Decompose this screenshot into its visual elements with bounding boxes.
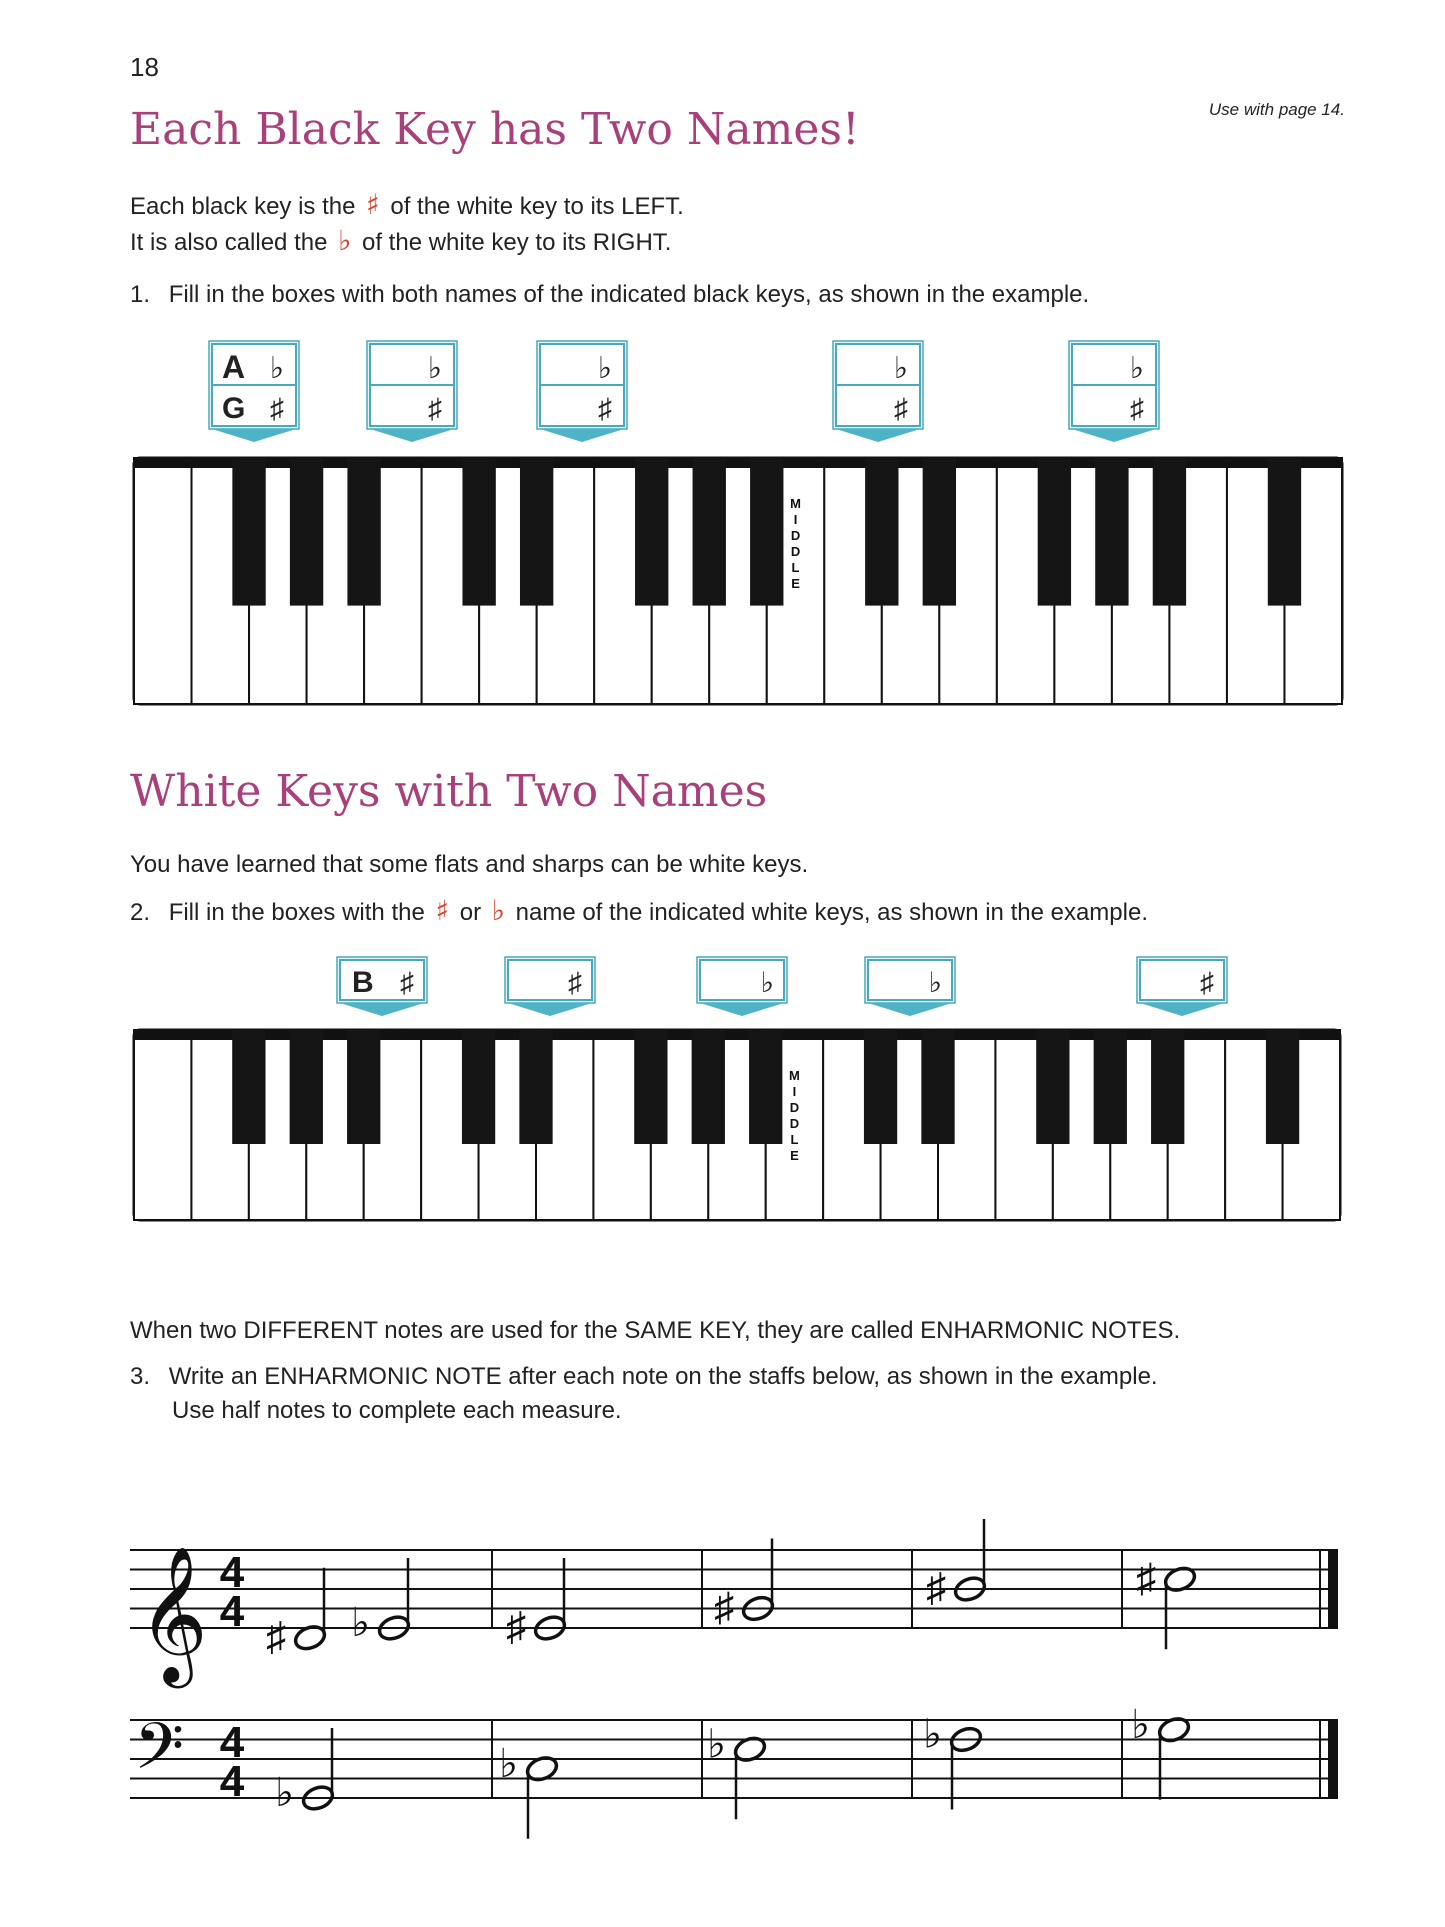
instruction-1 — [130, 278, 1089, 312]
keyboard-exercise-2 — [0, 950, 1445, 1280]
half-note — [714, 1539, 776, 1630]
kb2-black-key — [290, 1030, 323, 1144]
kb1-black-key — [347, 458, 380, 606]
kb1-black-key — [750, 458, 783, 606]
flat-icon: ♭ — [1131, 1702, 1150, 1747]
answer-box-double — [833, 341, 923, 442]
instruction-3-number: 3. — [130, 1363, 151, 1390]
sharp-icon: ♯ — [366, 188, 380, 221]
arrow-down-icon — [340, 1003, 424, 1016]
kb1-black-key — [232, 458, 265, 606]
section1-line2-after: of the white key to its RIGHT. — [362, 229, 672, 256]
kb2-black-key — [749, 1030, 782, 1144]
kb1-black-key — [1153, 458, 1186, 606]
kb1-black-key — [635, 458, 668, 606]
answer-letter: B — [352, 966, 374, 999]
kb1-middle-label-letter: D — [790, 544, 801, 559]
sharp-icon: ♯ — [1130, 393, 1144, 424]
kb1-black-key — [923, 458, 956, 606]
sharp-icon: ♯ — [506, 1605, 526, 1649]
flat-icon: ♭ — [499, 1741, 518, 1786]
half-note — [1131, 1703, 1192, 1800]
arrow-down-icon — [540, 429, 624, 442]
half-note — [926, 1519, 988, 1610]
sharp-icon: ♯ — [266, 1614, 286, 1659]
sharp-icon: ♯ — [894, 393, 908, 424]
instruction-3-line2: Use half notes to complete each measure. — [172, 1397, 622, 1424]
instruction-2-number: 2. — [130, 899, 151, 926]
half-note — [351, 1558, 412, 1645]
kb1-black-key — [462, 458, 495, 606]
kb1-black-key — [1095, 458, 1128, 606]
sharp-icon: ♯ — [714, 1585, 734, 1630]
answer-box-single — [505, 957, 595, 1016]
instruction-3 — [130, 1360, 1158, 1394]
bass-clef-icon: 𝄢 — [134, 1710, 185, 1798]
half-note — [923, 1713, 984, 1810]
instruction-1-text: Fill in the boxes with both names of the indicated black keys, as shown in the example. — [168, 281, 1090, 308]
page-reference: Use with page 14. — [1208, 100, 1345, 119]
treble-clef-icon: 𝄞 — [138, 1548, 208, 1680]
arrow-down-icon — [508, 1003, 592, 1016]
kb1-middle-label-letter: E — [791, 576, 800, 591]
kb2-black-key — [1151, 1030, 1184, 1144]
instruction-2 — [130, 894, 1148, 930]
flat-icon: ♭ — [351, 1601, 370, 1645]
kb2-black-key — [462, 1030, 495, 1144]
time-signature-bottom: 4 — [219, 1587, 245, 1636]
flat-icon: ♭ — [707, 1722, 726, 1767]
kb1-middle-label-letter: D — [790, 528, 801, 543]
kb2-black-key — [921, 1030, 954, 1144]
arrow-down-icon — [1140, 1003, 1224, 1016]
arrow-down-icon — [836, 429, 920, 442]
final-barline-thick — [1328, 1719, 1338, 1799]
flat-icon: ♭ — [928, 967, 942, 998]
arrow-down-icon — [370, 429, 454, 442]
time-signature-top: 4 — [219, 1548, 245, 1597]
sharp-icon: ♯ — [598, 393, 612, 424]
kb1-black-key — [865, 458, 898, 606]
half-note — [266, 1568, 328, 1659]
instruction-1-number: 1. — [130, 281, 151, 308]
kb1-black-key — [693, 458, 726, 606]
flat-icon: ♭ — [427, 352, 442, 385]
kb2-black-key — [1094, 1030, 1127, 1144]
kb2-middle-label-letter: M — [789, 1068, 800, 1083]
section2-title: White Keys with Two Names — [130, 766, 768, 817]
section2-intro: You have learned that some flats and sharps can be white keys. — [130, 851, 809, 878]
section1-line2-before: It is also called the — [130, 229, 328, 256]
answer-box-double — [367, 341, 457, 442]
answer-box-single — [337, 957, 427, 1016]
instruction-2-before: Fill in the boxes with the — [168, 899, 425, 926]
treble-staff — [130, 1519, 1338, 1688]
answer-box-single — [697, 957, 787, 1016]
arrow-down-icon — [868, 1003, 952, 1016]
answer-box-double — [209, 341, 299, 442]
section1-line1-before: Each black key is the — [130, 193, 356, 220]
answer-box-single — [865, 957, 955, 1016]
sharp-icon: ♯ — [568, 967, 582, 998]
section3-intro: When two DIFFERENT notes are used for the SAME KEY, they are called ENHARMONIC NOTES. — [130, 1317, 1181, 1344]
kb2-black-key — [692, 1030, 725, 1144]
answer-box-double — [1069, 341, 1159, 442]
kb2-middle-label-letter: D — [789, 1116, 800, 1131]
kb2-black-key — [519, 1030, 552, 1144]
arrow-down-icon — [700, 1003, 784, 1016]
flat-icon: ♭ — [491, 894, 505, 927]
keyboard-exercise-1 — [0, 330, 1445, 710]
kb2-black-key — [1036, 1030, 1069, 1144]
half-note — [499, 1742, 560, 1839]
kb2-white-key — [134, 1030, 191, 1220]
sharp-icon: ♯ — [435, 894, 450, 927]
kb1-black-key — [520, 458, 553, 606]
kb2-black-key — [232, 1030, 265, 1144]
arrow-down-icon — [212, 429, 296, 442]
flat-icon: ♭ — [923, 1712, 942, 1757]
kb2-black-key — [634, 1030, 667, 1144]
section1-title: Each Black Key has Two Names! — [130, 104, 860, 155]
kb2-middle-label-letter: D — [789, 1100, 800, 1115]
kb1-middle-label-letter: I — [793, 512, 798, 527]
answer-top-letter: A — [222, 349, 246, 385]
kb2-middle-label-letter: I — [792, 1084, 797, 1099]
section1-line2 — [130, 224, 671, 260]
flat-icon: ♭ — [893, 352, 908, 385]
page-number: 18 — [130, 52, 159, 82]
kb1-white-key — [134, 458, 192, 704]
half-note — [707, 1722, 768, 1819]
kb2-black-key — [1266, 1030, 1299, 1144]
half-note — [275, 1728, 336, 1815]
flat-icon: ♭ — [269, 352, 284, 385]
sharp-icon: ♯ — [1200, 967, 1214, 998]
section1-line1 — [130, 188, 684, 224]
kb1-black-key — [1268, 458, 1301, 606]
sharp-icon: ♯ — [428, 393, 442, 424]
sharp-icon: ♯ — [926, 1566, 946, 1610]
kb1-middle-label-letter: M — [790, 496, 801, 511]
section1-line1-after: of the white key to its LEFT. — [390, 193, 684, 220]
kb2-black-key — [864, 1030, 897, 1144]
sharp-icon: ♯ — [400, 967, 414, 998]
bass-staff — [130, 1703, 1338, 1839]
final-barline-thick — [1328, 1549, 1338, 1629]
sharp-icon: ♯ — [1136, 1556, 1156, 1601]
instruction-3-line1: Write an ENHARMONIC NOTE after each note on the staffs below, as shown in the example. — [168, 1363, 1158, 1390]
kb2-black-key — [347, 1030, 380, 1144]
instruction-2-after: name of the indicated white keys, as shown in the example. — [515, 899, 1148, 926]
answer-box-double — [537, 341, 627, 442]
flat-icon: ♭ — [760, 967, 774, 998]
arrow-down-icon — [1072, 429, 1156, 442]
time-signature-bottom: 4 — [219, 1757, 245, 1806]
time-signature-top: 4 — [219, 1718, 245, 1767]
answer-box-single — [1137, 957, 1227, 1016]
half-note — [506, 1558, 568, 1649]
flat-icon: ♭ — [338, 224, 352, 257]
kb2-middle-label-letter: E — [790, 1148, 799, 1163]
instruction-2-or: or — [459, 899, 482, 926]
staff-exercise — [0, 1440, 1445, 1860]
kb1-black-key — [290, 458, 323, 606]
kb1-middle-label-letter: L — [791, 560, 800, 575]
flat-icon: ♭ — [1129, 352, 1144, 385]
sharp-icon: ♯ — [270, 393, 284, 424]
answer-bottom-letter: G — [222, 392, 246, 425]
flat-icon: ♭ — [275, 1771, 294, 1815]
kb2-middle-label-letter: L — [790, 1132, 799, 1147]
flat-icon: ♭ — [597, 352, 612, 385]
kb1-black-key — [1038, 458, 1071, 606]
